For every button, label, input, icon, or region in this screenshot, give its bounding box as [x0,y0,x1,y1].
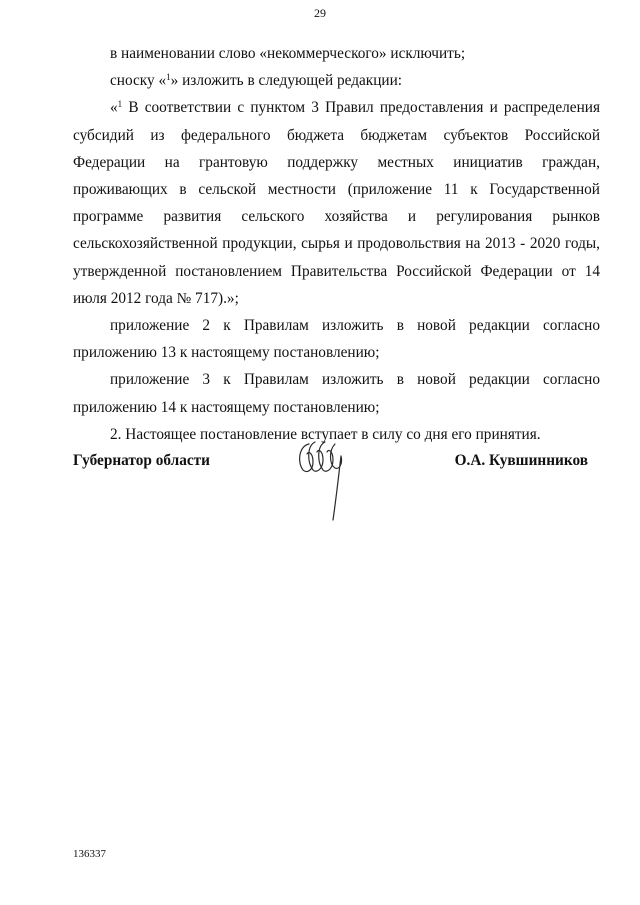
handwritten-signature [293,432,353,524]
paragraph-footnote-text [73,94,600,312]
document-code: 136337 [73,848,106,860]
paragraph-text: « [110,99,118,117]
page-number: 29 [314,6,326,20]
paragraph-footnote-intro [73,67,600,94]
paragraph-text: сноску « [110,72,167,90]
paragraph-text: приложение 2 к Правилам изложить в новой редакции согласно приложению 13 к настоящему постановлению; [73,317,600,362]
paragraph-text: 2. Настоящее постановление вступает в силу со дня его принятия. [110,425,541,443]
paragraph-appendix-2 [73,312,600,366]
paragraph-appendix-3 [73,366,600,420]
footnote-mark: 1 [117,99,123,110]
paragraph-text: В соответствии с пунктом 3 Правил предоставления и распределения субсидий из федерального бюджета бюджетам субъектов Российской Федерации на грантовую поддержку местных инициатив граждан, проживающих в сельской местности (приложение 11 к Государственной программе развития сельского хозяйства и регулирования рынков сельскохозяйственной продукции, сырья и продовольствия на 2013 - 2020 годы, утвержденной постановлением Правительства Российской Федерации от 14 июля 2012 года № 717).»; [73,99,600,307]
signer-name: О.А. Кувшинников [454,452,588,469]
footnote-mark: 1 [166,72,171,83]
signer-title: Губернатор области [73,452,210,469]
paragraph-text: » изложить в следующей редакции: [170,72,403,90]
document-body [73,40,600,448]
paragraph-title-change [73,40,600,67]
paragraph-text: приложение 3 к Правилам изложить в новой редакции согласно приложению 14 к настоящему постановлению; [73,371,600,416]
paragraph-text: в наименовании слово «некоммерческого» исключить; [110,45,466,62]
